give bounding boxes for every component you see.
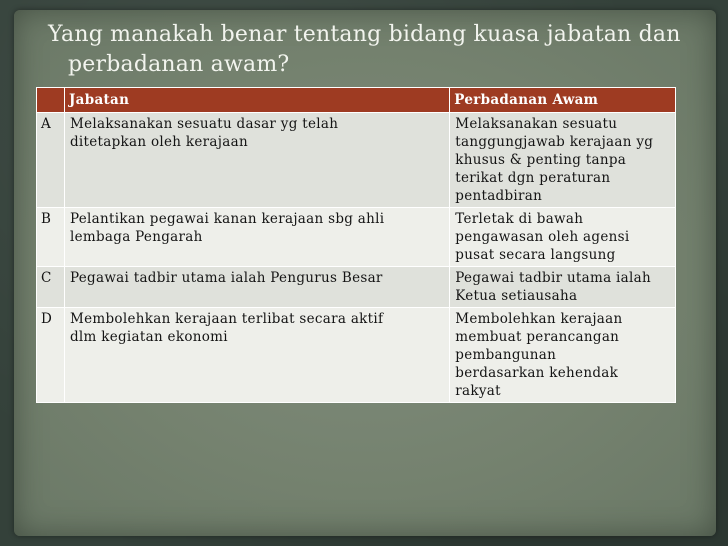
row-label: C [37,267,65,308]
cell-line: Pegawai tadbir utama ialah Pengurus Besar [69,270,383,286]
cell-line: Melaksanakan sesuatu [455,116,618,132]
cell-jabatan [64,267,449,308]
cell-line: Terletak di bawah [455,211,584,227]
cell-line: membuat perancangan [455,329,620,345]
cell-perbadanan-awam [450,208,676,267]
cell-line: pentadbiran [455,188,543,204]
cell-jabatan [64,308,449,403]
cell-line: lembaga Pengarah [69,229,203,245]
cell-jabatan [64,113,449,208]
table-row [37,208,676,267]
cell-line: Ketua setiausaha [455,288,578,304]
row-label: D [37,308,65,403]
cell-line: dlm kegiatan ekonomi [69,329,228,345]
table-row [37,113,676,208]
cell-line: pembangunan [455,347,557,363]
cell-line: tanggungjawab kerajaan yg [455,134,654,150]
cell-perbadanan-awam [450,267,676,308]
header-perbadanan-awam: Perbadanan Awam [450,88,676,113]
title-line-2: perbadanan awam? [68,52,290,77]
cell-line: Membolehkan kerajaan terlibat secara aktif [69,311,384,327]
cell-perbadanan-awam [450,113,676,208]
comparison-table [36,87,676,403]
table-row [37,267,676,308]
cell-line: ditetapkan oleh kerajaan [69,134,248,150]
header-jabatan: Jabatan [64,88,449,113]
cell-line: Membolehkan kerajaan [455,311,623,327]
cell-line: pusat secara langsung [455,247,616,263]
table-header-row [37,88,676,113]
cell-jabatan [64,208,449,267]
cell-line: berdasarkan kehendak [455,365,619,381]
cell-line: Melaksanakan sesuatu dasar yg telah [69,116,339,132]
header-corner [37,88,65,113]
cell-line: Pegawai tadbir utama ialah [455,270,651,286]
cell-line: terikat dgn peraturan [455,170,611,186]
slide-title [48,20,688,80]
row-label: B [37,208,65,267]
title-line-1: Yang manakah benar tentang bidang kuasa jabatan dan [48,22,681,47]
table-row [37,308,676,403]
cell-line: rakyat [455,383,501,399]
cell-line: khusus & penting tanpa [455,152,627,168]
row-label: A [37,113,65,208]
cell-perbadanan-awam [450,308,676,403]
cell-line: pengawasan oleh agensi [455,229,630,245]
table-body [37,113,676,403]
cell-line: Pelantikan pegawai kanan kerajaan sbg ahli [69,211,385,227]
